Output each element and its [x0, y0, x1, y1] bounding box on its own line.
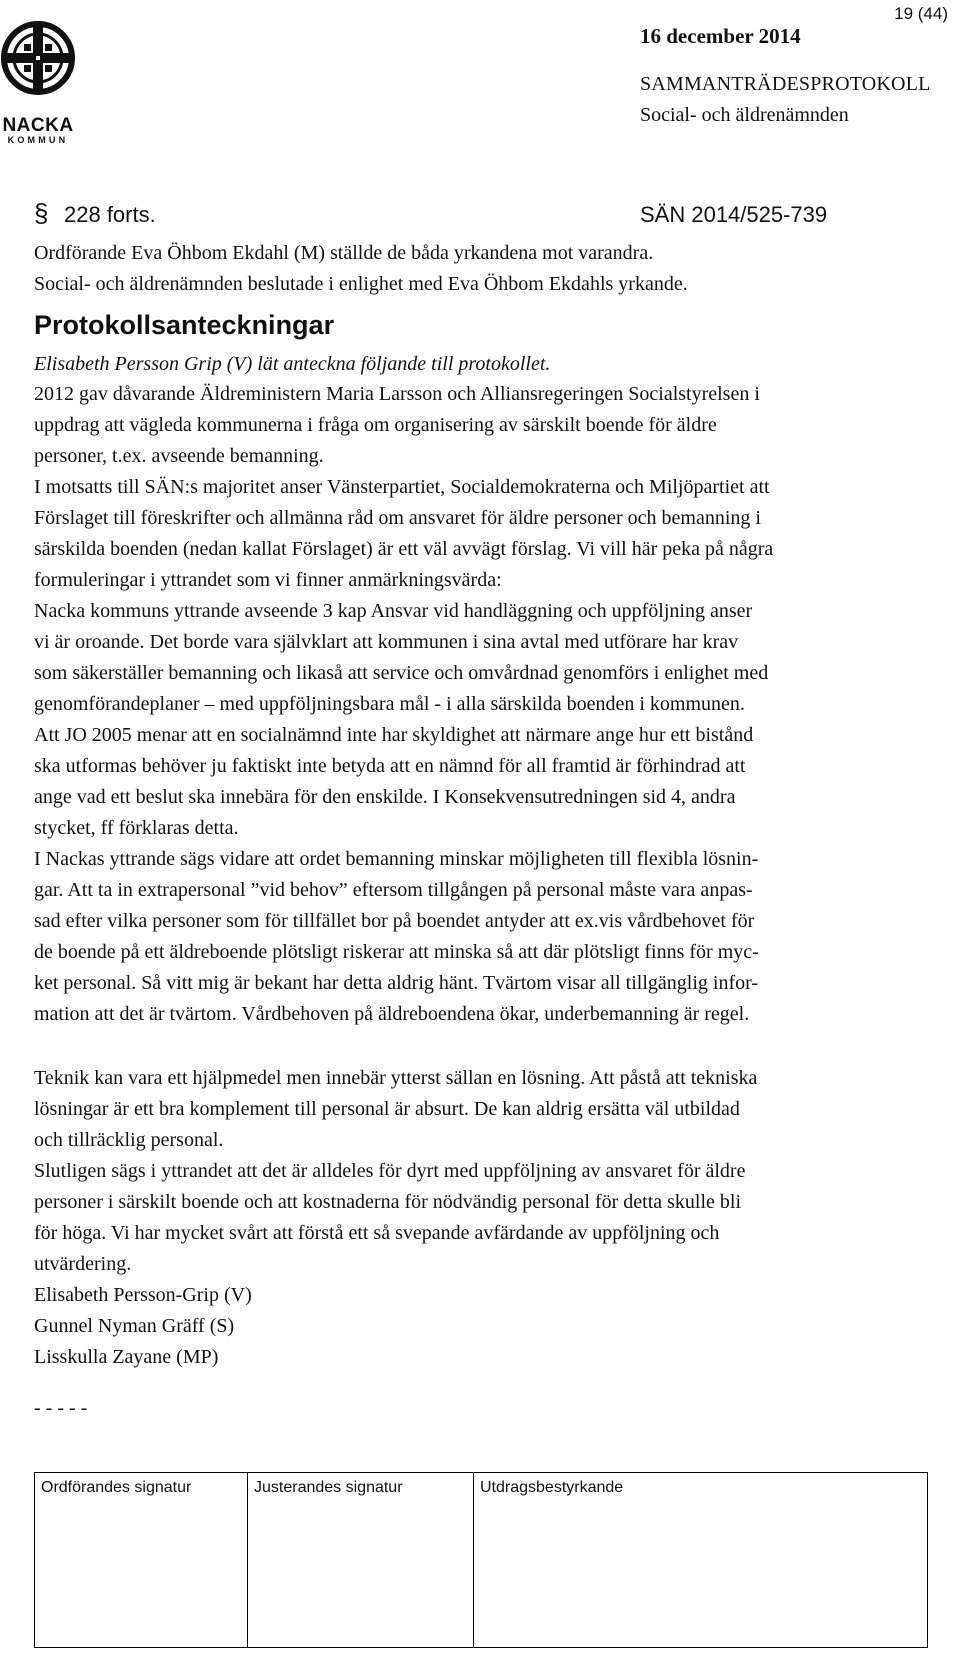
document-type: SAMMANTRÄDESPROTOKOLL: [640, 73, 931, 95]
text-line: Förslaget till föreskrifter och allmänna råd om ansvaret för äldre personer och bemanning i: [34, 507, 761, 529]
text-line: ska utformas behöver ju faktiskt inte betyda att en nämnd för all framtid är förhindrad att: [34, 755, 746, 777]
logo-text: [0, 116, 76, 145]
text-line: 2012 gav dåvarande Äldreministern Maria Larsson och Alliansregeringen Socialstyrelsen i: [34, 383, 760, 405]
nacka-kommun-logo: [0, 20, 76, 145]
text-line: Ordförande Eva Öhbom Ekdahl (M) ställde de båda yrkandena mot varandra.: [34, 242, 654, 264]
signatory: Gunnel Nyman Gräff (S): [34, 1315, 235, 1337]
certification-cell[interactable]: [474, 1473, 928, 1648]
text-line: Att JO 2005 menar att en socialnämnd inte har skyldighet att närmare ange hur ett bistånd: [34, 724, 754, 746]
text-line: personer, t.ex. avseende bemanning.: [34, 445, 324, 467]
end-marker: - - - - -: [34, 1397, 88, 1419]
case-reference: SÄN 2014/525-739: [640, 202, 828, 227]
text-line: I Nackas yttrande sägs vidare att ordet bemanning minskar möjligheten till flexibla lösnin-: [34, 848, 759, 870]
text-line: uppdrag att vägleda kommunerna i fråga om organisering av särskilt boende för äldre: [34, 414, 717, 436]
certification-label: Utdragsbestyrkande: [480, 1479, 624, 1496]
text-line: personer i särskilt boende och att kostnaderna för nödvändig personal för detta skulle bli: [34, 1191, 742, 1213]
text-line: ange vad ett beslut ska innebära för den enskilde. I Konsekvensutredningen sid 4, andra: [34, 786, 736, 808]
text-line: vi är oroande. Det borde vara självklart att kommunen i sina avtal med utförare har krav: [34, 631, 739, 653]
page-number: 19 (44): [894, 4, 948, 23]
protocol-intro: Elisabeth Persson Grip (V) lät anteckna följande till protokollet.: [34, 353, 551, 375]
text-line: stycket, ff förklaras detta.: [34, 817, 239, 839]
text-line: de boende på ett äldreboende plötsligt riskerar att minska så att där plötsligt finns för myc-: [34, 941, 759, 963]
text-line: utvärdering.: [34, 1253, 132, 1275]
text-line: Nacka kommuns yttrande avseende 3 kap Ansvar vid handläggning och uppföljning anser: [34, 600, 753, 622]
text-line: lösningar är ett bra komplement till personal är absurt. De kan aldrig ersätta väl utbildad: [34, 1098, 740, 1120]
text-line: mation att det är tvärtom. Vårdbehoven på äldreboendena ökar, underbemanning är regel.: [34, 1003, 750, 1025]
protocol-notes-heading: Protokollsanteckningar: [34, 310, 335, 340]
text-line: Slutligen sägs i yttrandet att det är alldeles för dyrt med uppföljning av ansvaret för äldre: [34, 1160, 746, 1182]
text-line: formuleringar i yttrandet som vi finner anmärkningsvärda:: [34, 569, 502, 591]
adjuster-signature-cell[interactable]: [248, 1473, 474, 1648]
adjuster-signature-label: Justerandes signatur: [254, 1479, 403, 1496]
signature-table: [34, 1472, 928, 1648]
signatory: Elisabeth Persson-Grip (V): [34, 1284, 252, 1306]
text-line: som säkerställer bemanning och likaså att service och omvårdnad genomförs i enlighet med: [34, 662, 769, 684]
text-line: ket personal. Så vitt mig är bekant har detta aldrig hänt. Tvärtom visar all tillgänglig infor-: [34, 972, 759, 994]
text-line: för höga. Vi har mycket svårt att förstå ett så svepande avfärdande av uppföljning och: [34, 1222, 720, 1244]
chair-signature-label: Ordförandes signatur: [41, 1479, 192, 1496]
paragraph-symbol: §: [34, 198, 49, 228]
signatory: Lisskulla Zayane (MP): [34, 1346, 219, 1368]
text-line: sad efter vilka personer som för tillfället bor på boendet antyder att ex.vis vårdbehovet för: [34, 910, 755, 932]
nacka-crest-icon: [0, 20, 76, 96]
text-line: och tillräcklig personal.: [34, 1129, 224, 1151]
text-line: gar. Att ta in extrapersonal ”vid behov” eftersom tillgången på personal måste vara anpas-: [34, 879, 753, 901]
text-line: Teknik kan vara ett hjälpmedel men innebär ytterst sällan en lösning. Att påstå att tekniska: [34, 1067, 758, 1089]
section-number: 228 forts.: [64, 202, 156, 227]
text-line: Social- och äldrenämnden beslutade i enlighet med Eva Öhbom Ekdahls yrkande.: [34, 273, 688, 295]
chair-signature-cell[interactable]: [35, 1473, 248, 1648]
logo-sub-text: KOMMUN: [7, 135, 69, 145]
paragraph-gap: [34, 1373, 924, 1393]
committee-name: Social- och äldrenämnden: [640, 104, 849, 126]
logo-main-text: NACKA: [2, 115, 74, 136]
section-heading: [34, 198, 834, 232]
meeting-date: 16 december 2014: [640, 24, 801, 48]
text-line: genomförandeplaner – med uppföljningsbara mål - i alla särskilda boenden i kommunen.: [34, 693, 745, 715]
text-line: I motsatts till SÄN:s majoritet anser Vänsterpartiet, Socialdemokraterna och Miljöpartiet att: [34, 476, 770, 498]
paragraph-gap: [34, 1030, 924, 1063]
document-body: [34, 238, 924, 1424]
text-line: särskilda boenden (nedan kallat Förslaget) är ett väl avvägt förslag. Vi vill här peka på några: [34, 538, 774, 560]
